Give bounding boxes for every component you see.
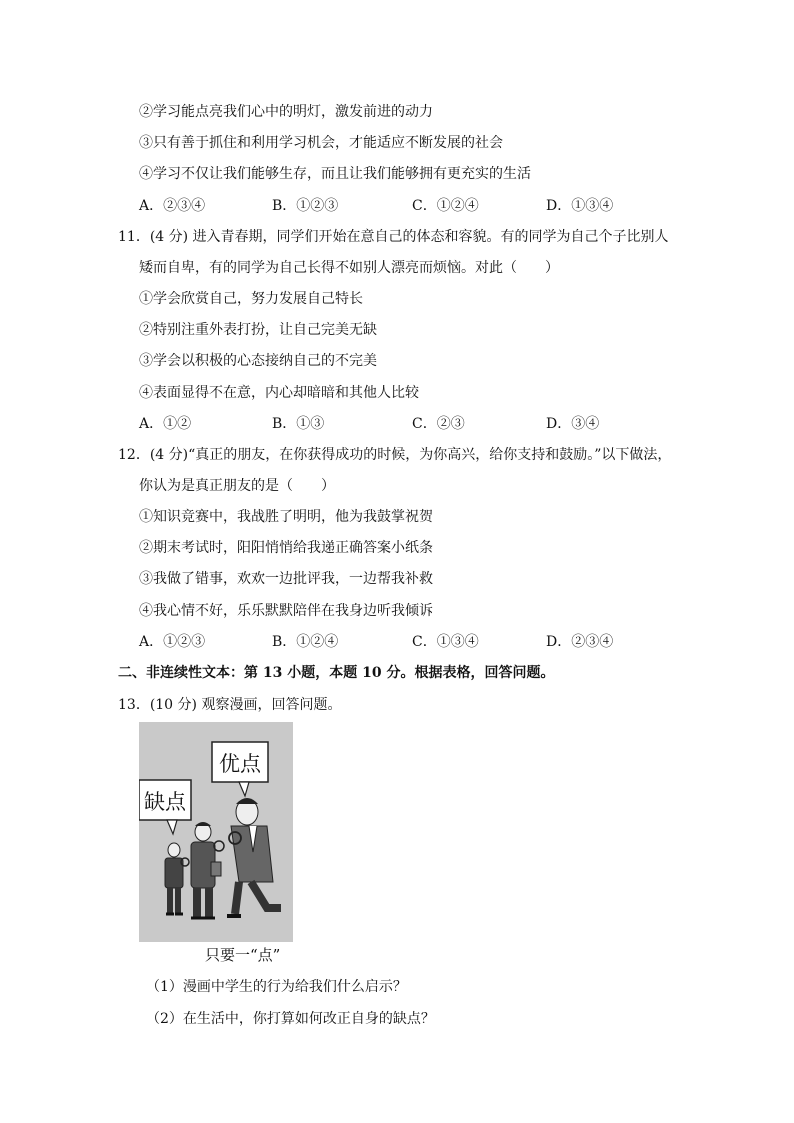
- q13-sub-question-1: （1）漫画中学生的行为给我们什么启示？: [146, 979, 407, 995]
- figure-middle: [191, 822, 224, 918]
- bubble-left-text: 缺点: [144, 790, 186, 814]
- q11-option-a: A．①②: [139, 416, 192, 432]
- cartoon-caption: 只要一“点”: [205, 946, 281, 964]
- q12-item-3: ③我做了错事，欢欢一边批评我，一边帮我补救: [139, 571, 433, 587]
- q11-option-c: C．②③: [412, 416, 465, 432]
- q10-option-b: B．①②③: [272, 198, 339, 214]
- q11-option-d: D．③④: [546, 416, 600, 432]
- q11-item-2: ②特别注重外表打扮，让自己完美无缺: [139, 322, 377, 338]
- q11-stem-line2: 矮而自卑，有的同学为自己长得不如别人漂亮而烦恼。对此（ ）: [139, 260, 559, 276]
- bubble-right-text: 优点: [219, 752, 261, 776]
- q13-stem: 13．(10 分) 观察漫画，回答问题。: [118, 697, 342, 713]
- q12-option-a: A．①②③: [139, 634, 206, 650]
- q12-item-2: ②期末考试时，阳阳悄悄给我递正确答案小纸条: [139, 540, 433, 556]
- q11-item-1: ①学会欣赏自己，努力发展自己特长: [139, 291, 363, 307]
- q10-item-3: ③只有善于抓住和利用学习机会，才能适应不断发展的社会: [139, 135, 503, 151]
- q12-stem-line1: 12．(4 分)“真正的朋友，在你获得成功的时候，为你高兴，给你支持和鼓励。”以下做法，: [118, 447, 672, 463]
- q10-item-4: ④学习不仅让我们能够生存，而且让我们能够拥有更充实的生活: [139, 166, 531, 182]
- q12-option-c: C．①③④: [412, 634, 479, 650]
- cartoon-image: [139, 722, 293, 942]
- figure-small: [165, 843, 189, 914]
- bubble-left-tail: [167, 820, 177, 834]
- q11-stem-line1: 11．(4 分) 进入青春期，同学们开始在意自己的体态和容貌。有的同学为自己个子比别人: [118, 229, 669, 245]
- q11-item-4: ④表面显得不在意，内心却暗暗和其他人比较: [139, 385, 419, 401]
- q11-item-3: ③学会以积极的心态接纳自己的不完美: [139, 353, 377, 369]
- q13-sub-question-2: （2）在生活中，你打算如何改正自身的缺点？: [146, 1011, 435, 1027]
- q10-option-c: C．①②④: [412, 198, 479, 214]
- q12-stem-line2: 你认为是真正朋友的是（ ）: [139, 478, 335, 494]
- cartoon-drawing: [139, 722, 293, 942]
- section2-heading: 二、非连续性文本：第 13 小题，本题 10 分。根据表格，回答问题。: [118, 665, 555, 681]
- q11-option-b: B．①③: [272, 416, 325, 432]
- q12-item-4: ④我心情不好，乐乐默默陪伴在我身边听我倾诉: [139, 603, 433, 619]
- figure-large: [227, 798, 281, 916]
- q12-option-b: B．①②④: [272, 634, 339, 650]
- q12-option-d: D．②③④: [546, 634, 614, 650]
- q10-item-2: ②学习能点亮我们心中的明灯，激发前进的动力: [139, 104, 433, 120]
- q10-option-d: D．①③④: [546, 198, 614, 214]
- bubble-right-tail: [239, 782, 249, 796]
- q12-item-1: ①知识竞赛中，我战胜了明明，他为我鼓掌祝贺: [139, 509, 433, 525]
- q10-option-a: A．②③④: [139, 198, 206, 214]
